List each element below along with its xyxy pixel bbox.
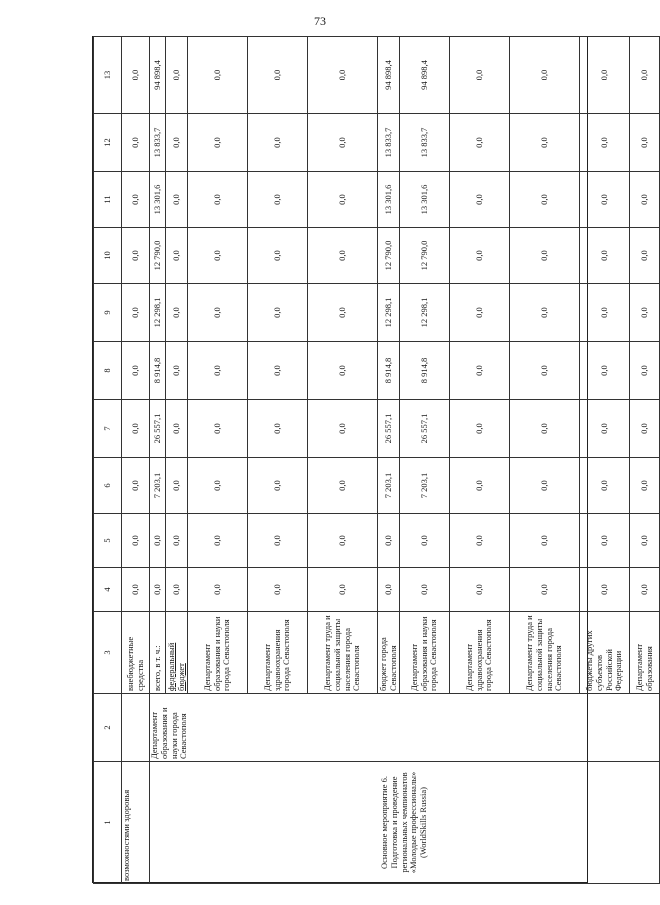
value-cell: 0,0 <box>308 400 378 458</box>
value-cell: 26 557,1 <box>150 400 166 458</box>
value-cell: 0,0 <box>630 458 660 514</box>
budget-table <box>93 36 660 884</box>
header-cell: 6 <box>94 458 122 514</box>
header-cell: 7 <box>94 400 122 458</box>
value-cell: 13 833,7 <box>378 114 400 172</box>
value-cell: 0,0 <box>188 514 248 568</box>
value-cell: 0,0 <box>450 37 510 114</box>
source-cell: федеральный бюджет <box>166 612 188 694</box>
value-cell: 0,0 <box>630 114 660 172</box>
value-cell: 0,0 <box>378 514 400 568</box>
value-cell: 0,0 <box>510 568 580 612</box>
value-cell: 0,0 <box>308 37 378 114</box>
value-cell: 0,0 <box>400 514 450 568</box>
value-cell: 0,0 <box>248 400 308 458</box>
value-cell: 0,0 <box>450 514 510 568</box>
table-row <box>150 37 166 884</box>
source-cell: Департамент труда и социальной защиты населения города Севастополя <box>308 612 378 694</box>
rotated-table-container <box>93 37 654 884</box>
value-cell: 0,0 <box>580 568 630 612</box>
source-cell: бюджет города Севастополя <box>378 612 400 694</box>
header-cell: 3 <box>94 612 122 694</box>
value-cell: 13 301,6 <box>378 172 400 228</box>
value-cell: 0,0 <box>248 228 308 284</box>
value-cell: 0,0 <box>450 228 510 284</box>
value-cell: 0,0 <box>510 342 580 400</box>
value-cell: 0,0 <box>122 458 150 514</box>
value-cell: 0,0 <box>122 568 150 612</box>
value-cell: 0,0 <box>166 514 188 568</box>
value-cell: 0,0 <box>248 37 308 114</box>
value-cell: 0,0 <box>450 172 510 228</box>
value-cell: 0,0 <box>510 114 580 172</box>
value-cell: 0,0 <box>450 284 510 342</box>
value-cell: 0,0 <box>630 568 660 612</box>
value-cell: 0,0 <box>248 284 308 342</box>
value-cell: 0,0 <box>630 284 660 342</box>
value-cell: 0,0 <box>308 458 378 514</box>
value-cell: 0,0 <box>188 37 248 114</box>
value-cell: 0,0 <box>630 37 660 114</box>
value-cell: 0,0 <box>510 514 580 568</box>
value-cell: 0,0 <box>248 342 308 400</box>
value-cell: 0,0 <box>248 458 308 514</box>
source-cell: всего, в т. ч.: <box>150 612 166 694</box>
value-cell: 0,0 <box>150 514 166 568</box>
value-cell: 8 914,8 <box>150 342 166 400</box>
header-cell: 10 <box>94 228 122 284</box>
source-cell: бюджеты других субъектов Российской Федерации <box>580 612 630 694</box>
value-cell: 0,0 <box>188 568 248 612</box>
value-cell: 0,0 <box>166 284 188 342</box>
value-cell: 0,0 <box>188 400 248 458</box>
value-cell: 0,0 <box>400 568 450 612</box>
value-cell: 0,0 <box>166 172 188 228</box>
value-cell: 0,0 <box>308 172 378 228</box>
value-cell: 0,0 <box>188 172 248 228</box>
value-cell: 0,0 <box>248 514 308 568</box>
value-cell: 7 203,1 <box>378 458 400 514</box>
header-cell: 12 <box>94 114 122 172</box>
value-cell: 0,0 <box>188 342 248 400</box>
source-cell: Департамент образования и науки города Севастополя <box>400 612 450 694</box>
value-cell: 0,0 <box>248 568 308 612</box>
value-cell: 0,0 <box>188 284 248 342</box>
value-cell: 0,0 <box>510 400 580 458</box>
value-cell: 0,0 <box>450 568 510 612</box>
source-cell: Департамент труда и социальной защиты населения города Севастополя <box>510 612 580 694</box>
source-cell: Департамент здравоохранения города Севастополя <box>450 612 510 694</box>
value-cell: 0,0 <box>510 37 580 114</box>
value-cell: 0,0 <box>166 342 188 400</box>
value-cell: 0,0 <box>308 342 378 400</box>
budget-table-frame <box>92 36 654 883</box>
value-cell: 94 898,4 <box>150 37 166 114</box>
header-cell: 9 <box>94 284 122 342</box>
value-cell: 0,0 <box>580 228 630 284</box>
value-cell: 94 898,4 <box>378 37 400 114</box>
header-cell: 11 <box>94 172 122 228</box>
value-cell: 0,0 <box>580 458 630 514</box>
header-cell: 5 <box>94 514 122 568</box>
value-cell: 12 790,0 <box>150 228 166 284</box>
value-cell: 12 298,1 <box>378 284 400 342</box>
value-cell: 0,0 <box>510 284 580 342</box>
value-cell: 0,0 <box>188 458 248 514</box>
value-cell: 0,0 <box>122 342 150 400</box>
source-cell: Департамент здравоохранения города Севастополя <box>248 612 308 694</box>
value-cell: 0,0 <box>308 568 378 612</box>
value-cell: 13 833,7 <box>150 114 166 172</box>
value-cell: 0,0 <box>580 37 630 114</box>
header-cell: 1 <box>94 762 122 884</box>
value-cell: 0,0 <box>450 400 510 458</box>
value-cell: 0,0 <box>580 514 630 568</box>
value-cell: 13 301,6 <box>150 172 166 228</box>
value-cell: 0,0 <box>188 114 248 172</box>
header-cell: 2 <box>94 694 122 762</box>
value-cell: 8 914,8 <box>378 342 400 400</box>
value-cell: 7 203,1 <box>400 458 450 514</box>
value-cell: 0,0 <box>122 284 150 342</box>
value-cell: 0,0 <box>510 228 580 284</box>
value-cell: 0,0 <box>248 172 308 228</box>
value-cell: 0,0 <box>450 458 510 514</box>
header-cell: 4 <box>94 568 122 612</box>
value-cell: 0,0 <box>122 514 150 568</box>
value-cell: 0,0 <box>510 172 580 228</box>
table-row <box>122 37 150 884</box>
value-cell: 0,0 <box>308 514 378 568</box>
header-cell: 13 <box>94 37 122 114</box>
value-cell: 0,0 <box>630 228 660 284</box>
source-cell: внебюджетные средства <box>122 612 150 694</box>
value-cell: 0,0 <box>122 172 150 228</box>
value-cell: 12 298,1 <box>400 284 450 342</box>
value-cell: 0,0 <box>450 114 510 172</box>
value-cell: 0,0 <box>166 458 188 514</box>
value-cell: 0,0 <box>166 114 188 172</box>
value-cell: 0,0 <box>188 228 248 284</box>
value-cell: 0,0 <box>308 228 378 284</box>
value-cell: 0,0 <box>580 172 630 228</box>
header-row <box>94 37 122 884</box>
value-cell: 12 790,0 <box>378 228 400 284</box>
value-cell: 0,0 <box>580 284 630 342</box>
value-cell: 0,0 <box>150 568 166 612</box>
value-cell: 0,0 <box>122 400 150 458</box>
activity-name-cell: Основное мероприятие 6. Подготовка и проведение региональных чемпионатов «Молодые профессионалы» (WorldSkills Russia) <box>150 762 660 884</box>
value-cell: 0,0 <box>248 114 308 172</box>
value-cell: 8 914,8 <box>400 342 450 400</box>
value-cell: 0,0 <box>630 400 660 458</box>
value-cell: 13 301,6 <box>400 172 450 228</box>
value-cell: 12 790,0 <box>400 228 450 284</box>
source-cell: Департамент образования <box>630 612 660 694</box>
value-cell: 0,0 <box>122 114 150 172</box>
header-cell: 8 <box>94 342 122 400</box>
value-cell: 0,0 <box>510 458 580 514</box>
value-cell: 94 898,4 <box>400 37 450 114</box>
value-cell: 26 557,1 <box>378 400 400 458</box>
source-cell: Департамент образования и науки города Севастополя <box>188 612 248 694</box>
value-cell: 26 557,1 <box>400 400 450 458</box>
executor-cell: Департамент образования и науки города Севастополя <box>150 694 660 762</box>
value-cell: 0,0 <box>580 400 630 458</box>
page-number: 73 <box>314 14 326 28</box>
value-cell: 0,0 <box>308 284 378 342</box>
executor-cell <box>122 694 150 762</box>
value-cell: 0,0 <box>450 342 510 400</box>
activity-name-cell: возможностями здоровья <box>122 762 150 884</box>
value-cell: 0,0 <box>308 114 378 172</box>
value-cell: 0,0 <box>122 37 150 114</box>
value-cell: 0,0 <box>630 172 660 228</box>
value-cell: 0,0 <box>166 228 188 284</box>
value-cell: 0,0 <box>122 228 150 284</box>
value-cell: 0,0 <box>630 342 660 400</box>
value-cell: 12 298,1 <box>150 284 166 342</box>
value-cell: 0,0 <box>166 400 188 458</box>
value-cell: 0,0 <box>166 37 188 114</box>
value-cell: 13 833,7 <box>400 114 450 172</box>
value-cell: 0,0 <box>166 568 188 612</box>
value-cell: 0,0 <box>378 568 400 612</box>
value-cell: 7 203,1 <box>150 458 166 514</box>
value-cell: 0,0 <box>580 114 630 172</box>
value-cell: 0,0 <box>580 342 630 400</box>
value-cell: 0,0 <box>630 514 660 568</box>
